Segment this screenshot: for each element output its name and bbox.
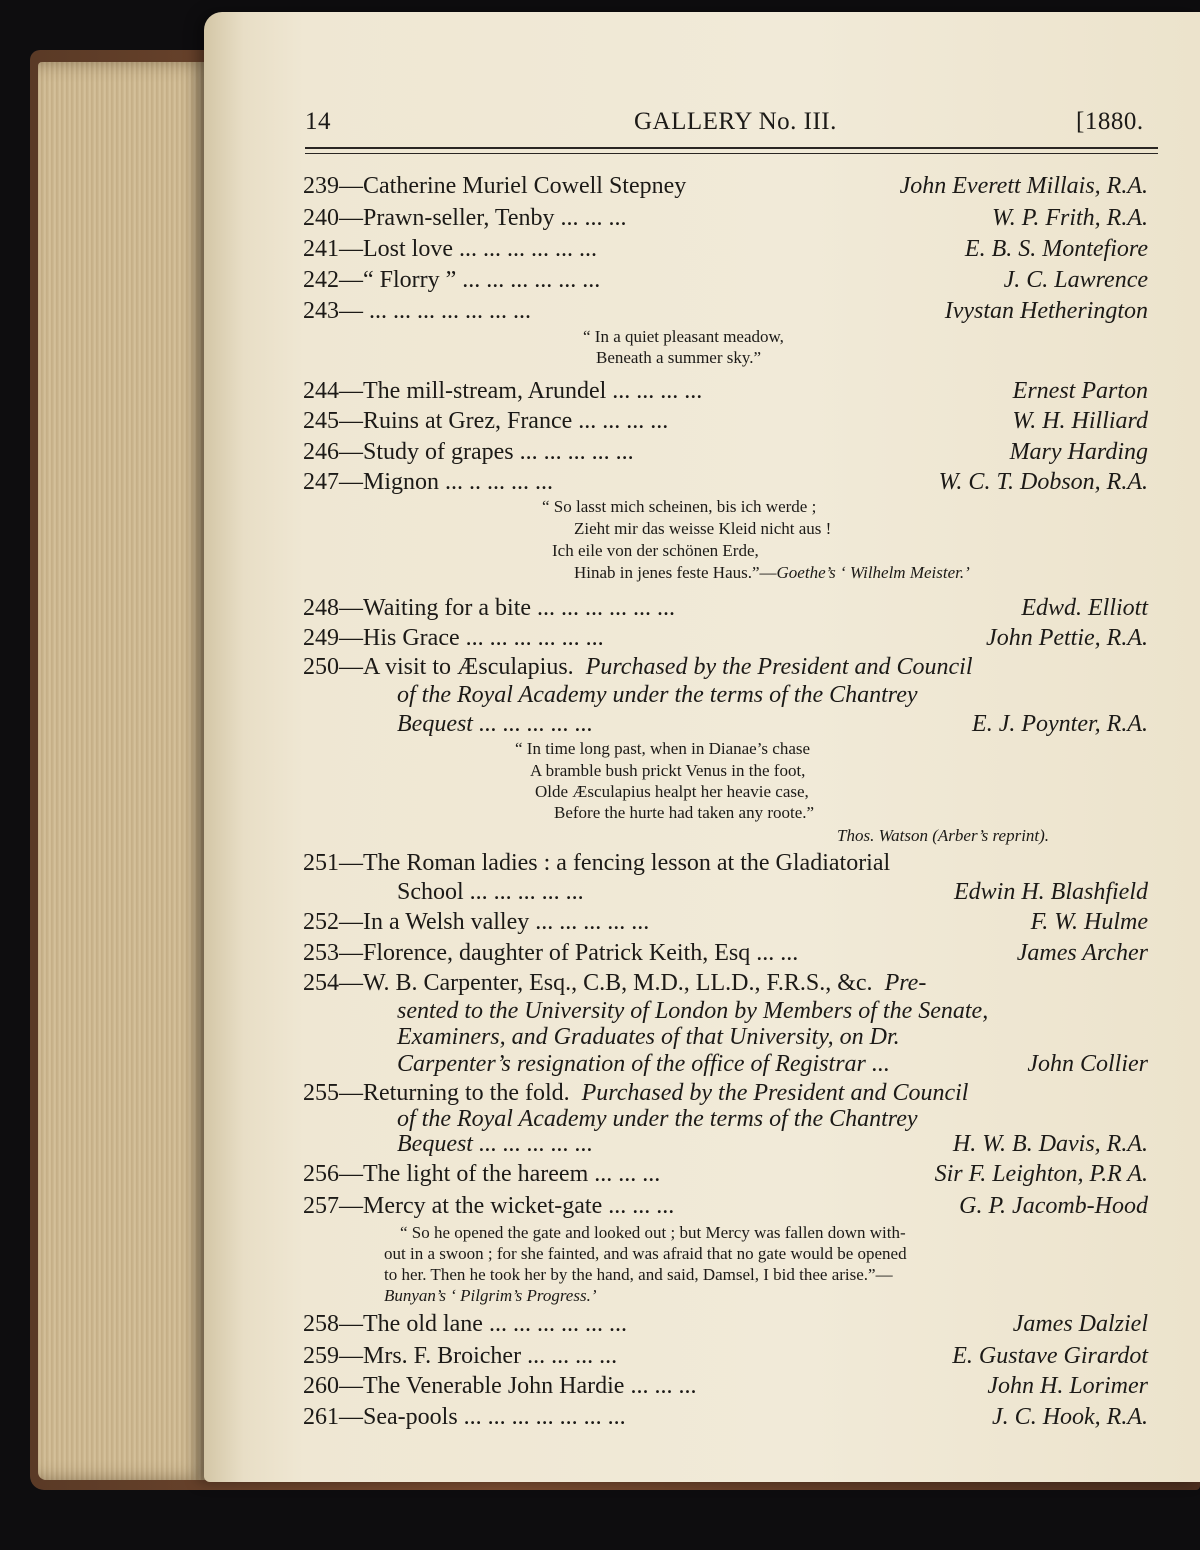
entry-note: Carpenter’s resignation of the office of Registrar ...	[397, 1051, 890, 1077]
entry-note: Bequest ... ... ... ... ...	[397, 1131, 593, 1157]
entry-title: 242—“ Florry ” ... ... ... ... ... ...	[303, 267, 601, 293]
entry-artist: John H. Lorimer	[987, 1373, 1148, 1399]
entry-note: School ... ... ... ... ...	[397, 879, 584, 905]
quote-line: A bramble bush prickt Venus in the foot,	[530, 761, 806, 780]
entry-254-line4	[303, 1048, 1148, 1080]
entry-title: 258—The old lane ... ... ... ... ... ...	[303, 1311, 627, 1337]
quote-line: “ In a quiet pleasant meadow,	[583, 327, 784, 346]
entry-244	[303, 375, 1148, 407]
entry-title: 247—Mignon ... .. ... ... ...	[303, 469, 554, 495]
year: [1880.	[1076, 108, 1144, 135]
entry-title: 239—Catherine Muriel Cowell Stepney	[303, 173, 687, 199]
entry-title: 246—Study of grapes ... ... ... ... ...	[303, 439, 634, 465]
entry-artist: Edwin H. Blashfield	[954, 879, 1148, 905]
quote-line: Ich eile von der schönen Erde,	[552, 541, 759, 560]
header-rule	[305, 147, 1158, 149]
entry-artist: John Everett Millais, R.A.	[899, 173, 1148, 199]
entry-258	[303, 1308, 1148, 1340]
entry-249	[303, 622, 1148, 654]
entry-255-line2: of the Royal Academy under the terms of the Chantrey	[397, 1106, 918, 1132]
entry-artist: E. B. S. Montefiore	[964, 236, 1148, 262]
entry-254-line3: Examiners, and Graduates of that University, on Dr.	[397, 1024, 900, 1050]
page-number: 14	[305, 108, 331, 135]
entry-artist: F. W. Hulme	[1030, 909, 1148, 935]
quote-source: Thos. Watson (Arber’s reprint).	[837, 826, 1050, 845]
entry-artist: John Collier	[1027, 1051, 1148, 1077]
entry-title: 240—Prawn-seller, Tenby ... ... ...	[303, 205, 627, 231]
quote-text: Hinab in jenes feste Haus.”—	[574, 563, 777, 582]
entry-artist: Ernest Parton	[1012, 378, 1148, 404]
entry-title: 249—His Grace ... ... ... ... ... ...	[303, 625, 604, 651]
entry-artist: James Dalziel	[1012, 1311, 1148, 1337]
quote-line: Zieht mir das weisse Kleid nicht aus !	[574, 519, 832, 538]
quote-source: Bunyan’s ‘ Pilgrim’s Progress.’	[384, 1286, 597, 1305]
quote-line: Before the hurte had taken any roote.”	[554, 803, 815, 822]
entry-title: 260—The Venerable John Hardie ... ... ...	[303, 1373, 697, 1399]
entry-artist: J. C. Hook, R.A.	[992, 1404, 1148, 1430]
entry-title: 261—Sea-pools ... ... ... ... ... ... ...	[303, 1404, 626, 1430]
quote-line: out in a swoon ; for she fainted, and was afraid that no gate would be opened	[384, 1244, 907, 1263]
entry-260	[303, 1370, 1148, 1402]
running-title: GALLERY No. III.	[634, 108, 837, 135]
entry-title: 254—W. B. Carpenter, Esq., C.B, M.D., LL.D., F.R.S., &c.	[303, 970, 873, 996]
entry-250-line2: of the Royal Academy under the terms of the Chantrey	[397, 682, 918, 708]
entry-239	[303, 170, 1148, 202]
entry-title: 245—Ruins at Grez, France ... ... ... ...	[303, 408, 669, 434]
entry-240	[303, 202, 1148, 234]
entry-artist: Edwd. Elliott	[1021, 595, 1148, 621]
entry-250-line1	[303, 652, 973, 682]
entry-artist: John Pettie, R.A.	[986, 625, 1148, 651]
entry-note: Bequest ... ... ... ... ...	[397, 711, 593, 737]
entry-257	[303, 1190, 1148, 1222]
quote-line: Beneath a summer sky.”	[596, 348, 762, 367]
entry-251-line1: 251—The Roman ladies : a fencing lesson at the Gladiatorial	[303, 850, 891, 876]
entry-253	[303, 937, 1148, 969]
quote-line: “ So lasst mich scheinen, bis ich werde ;	[542, 497, 817, 516]
entry-artist: H. W. B. Davis, R.A.	[952, 1131, 1148, 1157]
entry-note: Pre-	[884, 970, 927, 996]
entry-title: 259—Mrs. F. Broicher ... ... ... ...	[303, 1343, 618, 1369]
entry-artist: G. P. Jacomb-Hood	[959, 1193, 1148, 1219]
entry-256	[303, 1158, 1148, 1190]
entry-252	[303, 906, 1148, 938]
entry-title: 253—Florence, daughter of Patrick Keith, Esq ... ...	[303, 940, 799, 966]
entry-artist: J. C. Lawrence	[1003, 267, 1148, 293]
entry-title: 248—Waiting for a bite ... ... ... ... ... ...	[303, 595, 676, 621]
entry-title: 252—In a Welsh valley ... ... ... ... ...	[303, 909, 650, 935]
entry-255-line3	[303, 1128, 1148, 1160]
quote-line	[574, 562, 970, 583]
entry-248	[303, 592, 1148, 624]
entry-title: 250—A visit to Æsculapius.	[303, 654, 574, 680]
entry-246	[303, 436, 1148, 468]
entry-title: 243— ... ... ... ... ... ... ...	[303, 298, 531, 324]
quote-line: to her. Then he took her by the hand, and said, Damsel, I bid thee arise.”—	[384, 1265, 893, 1284]
entry-title: 255—Returning to the fold.	[303, 1080, 570, 1106]
entry-title: 256—The light of the hareem ... ... ...	[303, 1161, 661, 1187]
entry-243	[303, 295, 1148, 327]
quote-line: “ In time long past, when in Dianae’s chase	[515, 739, 811, 758]
quote-line: Olde Æsculapius healpt her heavie case,	[535, 782, 809, 801]
entry-259	[303, 1340, 1148, 1372]
entry-250-line3	[303, 708, 1148, 740]
entry-artist: E. Gustave Girardot	[952, 1343, 1148, 1369]
entry-261	[303, 1401, 1148, 1433]
entry-title: 257—Mercy at the wicket-gate ... ... ...	[303, 1193, 675, 1219]
entry-247	[303, 466, 1148, 498]
entry-title: 241—Lost love ... ... ... ... ... ...	[303, 236, 597, 262]
header-rule-thin	[305, 153, 1158, 154]
entry-artist: Ivystan Hetherington	[944, 298, 1148, 324]
entry-artist: Sir F. Leighton, P.R A.	[934, 1161, 1148, 1187]
entry-note: Purchased by the President and Council	[581, 1080, 969, 1106]
quote-line: “ So he opened the gate and looked out ; but Mercy was fallen down with-	[400, 1223, 906, 1242]
entry-artist: James Archer	[1016, 940, 1148, 966]
entry-251-line2	[303, 876, 1148, 908]
entry-242	[303, 264, 1148, 296]
entry-254-line2: sented to the University of London by Members of the Senate,	[397, 998, 989, 1024]
entry-245	[303, 405, 1148, 437]
entry-title: 244—The mill-stream, Arundel ... ... ... ...	[303, 378, 703, 404]
entry-artist: W. C. T. Dobson, R.A.	[938, 469, 1148, 495]
entry-254-line1	[303, 968, 926, 998]
entry-artist: Mary Harding	[1009, 439, 1148, 465]
entry-artist: W. P. Frith, R.A.	[991, 205, 1148, 231]
entry-note: Purchased by the President and Council	[585, 654, 973, 680]
entry-artist: E. J. Poynter, R.A.	[972, 711, 1148, 737]
entry-artist: W. H. Hilliard	[1012, 408, 1148, 434]
entry-241	[303, 233, 1148, 265]
quote-source: Goethe’s ‘ Wilhelm Meister.’	[776, 563, 970, 582]
